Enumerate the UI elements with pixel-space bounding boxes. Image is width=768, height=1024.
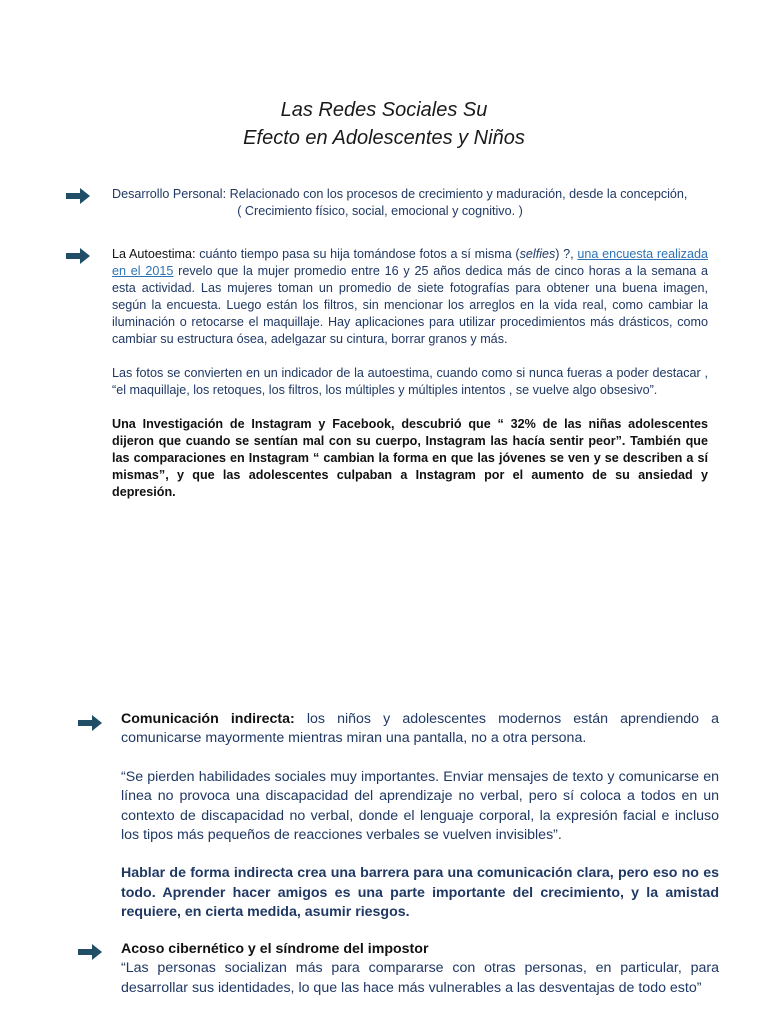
title-line-1: Las Redes Sociales Su [280, 99, 488, 121]
personal-development-line-2: ( Crecimiento físico, social, emocional y cognitivo. ) [237, 204, 523, 218]
section-indirect-communication [121, 710, 719, 923]
section-cyberbullying [121, 940, 719, 998]
cyberbullying-heading: Acoso cibernético y el síndrome del impostor [121, 941, 429, 957]
self-esteem-paragraph-2: Las fotos se convierten en un indicador de la autoestima, cuando como si nunca fueras a poder destacar , “el maquillaje, los retoques, los filtros, los múltiples y múltiples intentos , se vuelve algo obsesivo”. [112, 366, 708, 397]
survey-link[interactable]: una encuesta realizada en el 2015 [112, 247, 708, 278]
arrow-right-icon [78, 715, 102, 731]
self-esteem-label: La Autoestima: [112, 247, 196, 261]
personal-development-line-1: Desarrollo Personal: Relacionado con los procesos de crecimiento y maduración, desde la concepción, [112, 187, 688, 201]
indirect-communication-paragraph: Comunicación indirecta: los niños y adolescentes modernos están aprendiendo a comunicarse mayormente mientras miran una pantalla, no a otra persona. [121, 711, 720, 747]
cyberbullying-quote: “Las personas socializan más para compararse con otras personas, en particular, para desarrollar sus identidades, lo que las hace más vulnerables a las desventajas de todo esto” [121, 960, 719, 996]
arrow-right-icon [66, 188, 90, 204]
indirect-communication-label: Comunicación indirecta: [121, 711, 295, 727]
social-skills-quote: “Se pierden habilidades sociales muy importantes. Enviar mensajes de texto y comunicarse en línea no provoca una discapacidad del aprendizaje no verbal, pero sí coloca a todos en un contexto de discapacidad no verbal, donde el lenguaje corporal, la expresión facial e incluso los tipos más pequeños de reacciones verbales se vuelven invisibles”. [121, 768, 719, 844]
arrow-right-icon [66, 248, 90, 264]
arrow-right-icon [78, 944, 102, 960]
indirect-communication-conclusion: Hablar de forma indirecta crea una barrera para una comunicación clara, pero eso no es todo. Aprender hacer amigos es una parte importante del crecimiento, y la amistad requiere, en cierta medida, asumir riesgos. [121, 865, 719, 921]
page-title [0, 96, 768, 152]
title-line-2: Efecto en Adolescentes y Niños [243, 127, 525, 149]
instagram-research-paragraph: Una Investigación de Instagram y Facebook, descubrió que “ 32% de las niñas adolescentes dijeron que cuando se sentían mal con su cuerpo, Instagram las hacía sentir peor”. También que las comparaciones en Instagram “ cambian la forma en que las jóvenes se ven y se describen a sí mismas”, y que las adolescentes culpaban a Instagram por el aumento de su ansiedad y depresión. [112, 417, 708, 499]
section-personal-development [112, 186, 708, 220]
self-esteem-paragraph: La Autoestima: cuánto tiempo pasa su hija tomándose fotos a sí misma (selfies) ?, una encuesta realizada en el 2015 revelo que la mujer promedio entre 16 y 25 años dedica más de cinco horas a la semana a esta actividad. Las mujeres toman un promedio de siete fotografías para obtener una buena imagen, según la encuesta. Luego están los filtros, sin mencionar los arreglos en la vida real, como cambiar la iluminación o retocarse el maquillaje. Hay aplicaciones para utilizar procedimientos más drásticos, como cambiar su estructura ósea, adelgazar su cintura, borrar granos y más. [112, 247, 709, 346]
section-self-esteem [112, 246, 708, 501]
